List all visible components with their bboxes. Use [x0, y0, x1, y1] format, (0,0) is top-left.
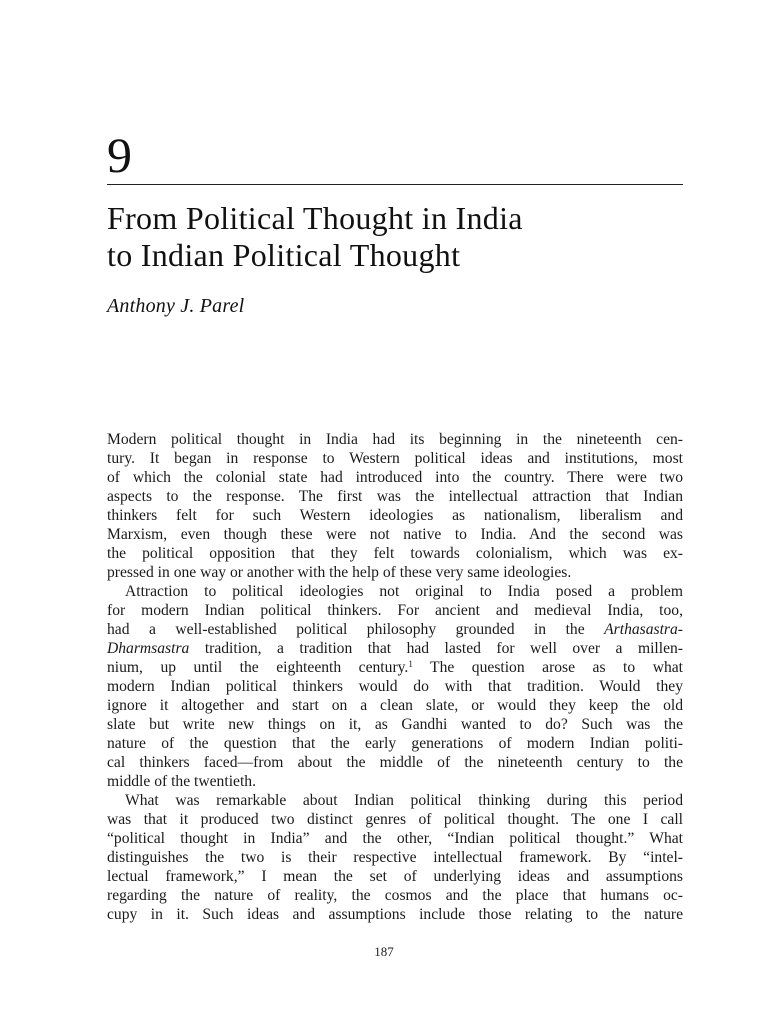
text-line: distinguishes the two is their respective intellectual framework. By “intel- — [107, 849, 683, 866]
text-line: modern Indian political thinkers would do with that tradition. Would they — [107, 678, 683, 695]
text-segment: had a well-established political philosophy grounded in the — [107, 621, 605, 638]
chapter-title-line-2: to Indian Political Thought — [107, 237, 461, 273]
text-line: cupy in it. Such ideas and assumptions include those relating to the nature — [107, 906, 683, 923]
text-line: of which the colonial state had introduced into the country. There were two — [107, 469, 683, 486]
text-line: slate but write new things on it, as Gandhi wanted to do? Such was the — [107, 716, 683, 733]
chapter-number: 9 — [107, 127, 132, 183]
text-line: tury. It began in response to Western political ideas and institutions, most — [107, 450, 683, 467]
text-line: “political thought in India” and the other, “Indian political thought.” What — [107, 830, 683, 847]
body-text — [107, 430, 683, 924]
page-number: 187 — [374, 944, 394, 959]
italic-term: Arthasastra- — [604, 621, 683, 638]
text-line: What was remarkable about Indian political thinking during this period — [125, 792, 683, 809]
text-segment: nium, up until the eighteenth century. — [107, 659, 409, 676]
text-line: ignore it altogether and start on a clean slate, or would they keep the old — [107, 697, 683, 714]
text-line: Modern political thought in India had its beginning in the nineteenth cen- — [107, 431, 683, 448]
text-segment: tradition, a tradition that had lasted for well over a millen- — [204, 640, 683, 657]
text-line: cal thinkers faced—from about the middle of the nineteenth century to the — [107, 754, 683, 771]
chapter-rule — [107, 184, 683, 185]
author-name: Anthony J. Parel — [107, 295, 245, 317]
text-line: Attraction to political ideologies not original to India posed a problem — [125, 583, 683, 600]
text-line — [107, 658, 683, 677]
text-segment: The question arose as to what — [412, 659, 684, 676]
text-line: thinkers felt for such Western ideologies as nationalism, liberalism and — [107, 507, 683, 524]
text-line: lectual framework,” I mean the set of underlying ideas and assumptions — [107, 868, 683, 885]
text-line: Marxism, even though these were not native to India. And the second was — [107, 526, 683, 543]
text-line — [107, 639, 683, 658]
chapter-title — [107, 200, 683, 274]
text-line: middle of the twentieth. — [107, 773, 256, 790]
text-line: nature of the question that the early generations of modern Indian politi- — [107, 735, 683, 752]
chapter-title-line-1: From Political Thought in India — [107, 200, 523, 236]
text-line: was that it produced two distinct genres of political thought. The one I call — [107, 811, 683, 828]
text-line: the political opposition that they felt towards colonialism, which was ex- — [107, 545, 683, 562]
italic-term: Dharmsastra — [107, 640, 190, 657]
text-line: regarding the nature of reality, the cosmos and the place that humans oc- — [107, 887, 683, 904]
text-line — [107, 620, 683, 639]
text-line: for modern Indian political thinkers. For ancient and medieval India, too, — [107, 602, 683, 619]
text-line: aspects to the response. The first was the intellectual attraction that Indian — [107, 488, 683, 505]
footnote-reference[interactable]: 1 — [408, 659, 413, 669]
text-line: pressed in one way or another with the help of these very same ideologies. — [107, 564, 572, 581]
